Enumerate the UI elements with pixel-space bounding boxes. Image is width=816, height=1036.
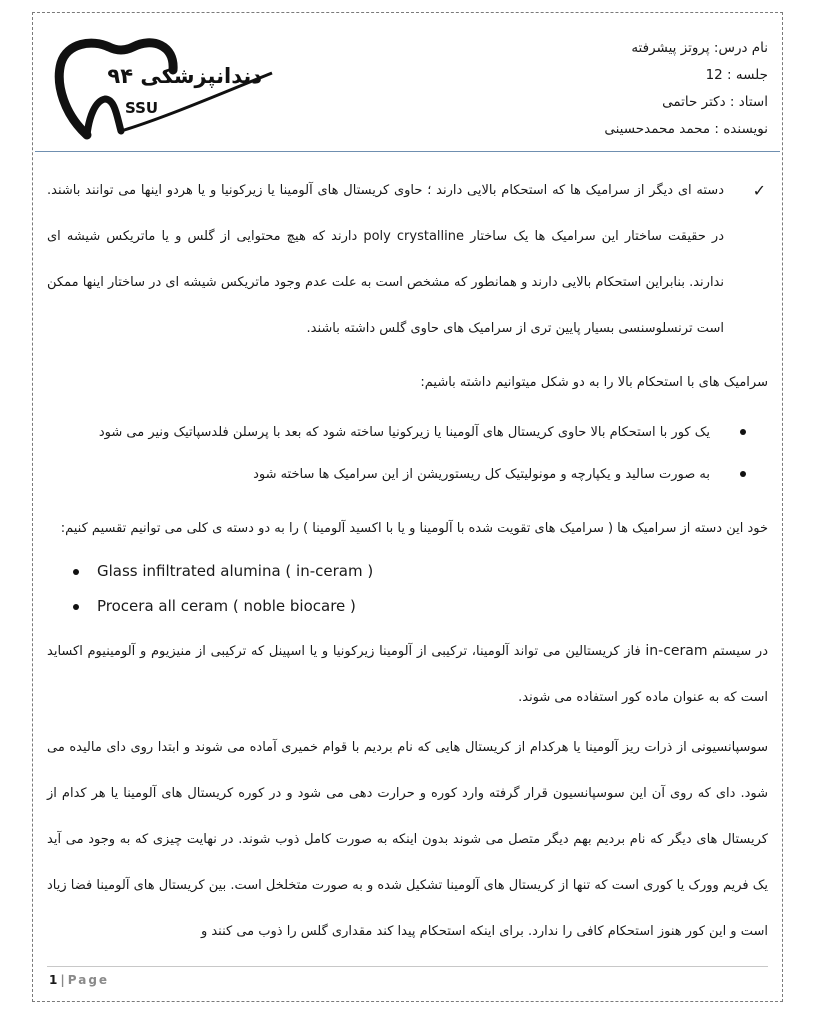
paragraph-polycrystalline bbox=[47, 168, 768, 352]
para4-term: in-ceram bbox=[645, 643, 708, 659]
page-content bbox=[47, 168, 768, 955]
page-footer bbox=[49, 973, 109, 987]
paragraph-suspension: سوسپانسیونی از ذرات ریز آلومینا یا هرکدام از کریستال هایی که نام بردیم با قوام خمیری آماده می شوند و ابتدا روی دای مالیده می شود. دای که روی آن این سوسپانسیون قرار گرفته وارد کوره و حرارت دهی می شود و در کوره کریستال های آلومینا یا هر کدام از کریستال های دیگر که نام بردیم بهم دیگر متصل می شوند بدون اینکه به صورت کامل ذوب شوند. در نهایت چیزی که به وجود می آید یک فریم وورک یا کوری است که تنها از کریستال های آلومینا تشکیل شده و به صورت متخلخل است. بین کریستال های آلومینا فضا زیاد است و این کور هنوز استحکام کافی را ندارد. برای اینکه استحکام پیدا کند مقداری گلس را ذوب می کنند و bbox=[47, 740, 768, 939]
course-name: نام درس: پروتز پیشرفته bbox=[631, 40, 768, 56]
footer-divider bbox=[47, 966, 768, 967]
para1-before: دسته ای دیگر از سرامیک ها که استحکام بالایی دارند ؛ حاوی کریستال های آلومینا یا زیرکونیا و یا هردو اینها می توانند باشند. در حقیقت ساختار این سرامیک ها یک ساختار bbox=[47, 183, 724, 244]
list-item-text: به صورت سالید و یکپارچه و مونولیتیک کل ریستوریشن از این سرامیک ها ساخته شود bbox=[253, 467, 710, 482]
bullet-icon bbox=[73, 604, 79, 610]
forms-list bbox=[47, 412, 768, 496]
writer-name: نویسنده : محمد محمدحسینی bbox=[604, 121, 768, 137]
page-header bbox=[33, 13, 782, 153]
paragraph-alumina-classification: خود این دسته از سرامیک ها ( سرامیک های تقویت شده با آلومینا و یا با اکسید آلومینا ) را به دو دسته ی کلی می توانیم تقسیم کنیم: bbox=[60, 521, 768, 536]
teacher-name: استاد : دکتر حاتمی bbox=[662, 94, 768, 110]
document-page bbox=[32, 12, 783, 1002]
list-item bbox=[47, 412, 768, 454]
footer-separator: | bbox=[60, 973, 65, 987]
para1-term: poly crystalline bbox=[363, 229, 465, 244]
logo-text: دندانپزشکی ۹۴ bbox=[107, 64, 262, 88]
list-item bbox=[47, 454, 768, 496]
checkmark-icon: ✓ bbox=[752, 181, 766, 200]
alumina-types-list bbox=[47, 554, 768, 624]
bullet-icon bbox=[73, 569, 79, 575]
header-info bbox=[604, 35, 768, 143]
para1-after: دارند که هیچ محتوایی از گلس و یا ماتریکس شیشه ای ندارند. بنابراین استحکام بالایی دارند و همانطور که مشخص است به علت عدم وجود ماتریکس شیشه ای در ساختار اینها ممکن است ترنسلوسنسی بسیار پایین تری از سرامیک های حاوی گلس داشته باشند. bbox=[47, 229, 724, 336]
para4-before: در سیستم bbox=[707, 644, 768, 659]
bullet-icon bbox=[740, 429, 746, 435]
page-number: 1 bbox=[49, 973, 58, 987]
logo-sub-text: SSU bbox=[125, 99, 159, 117]
list-item-text: یک کور با استحکام بالا حاوی کریستال های آلومینا یا زیرکونیا ساخته شود که بعد با پرسلن فلدسپاتیک ونیر می شود bbox=[98, 425, 710, 440]
list-item-text: Procera all ceram ( noble biocare ) bbox=[97, 597, 356, 615]
bullet-icon bbox=[740, 471, 746, 477]
list-item bbox=[47, 554, 768, 589]
tooth-logo-icon bbox=[47, 35, 287, 145]
list-item bbox=[47, 589, 768, 624]
header-divider bbox=[35, 151, 780, 152]
page-label: Page bbox=[67, 973, 110, 987]
paragraph-two-forms: سرامیک های با استحکام بالا را به دو شکل میتوانیم داشته باشیم: bbox=[420, 375, 768, 390]
list-item-text: Glass infiltrated alumina ( in-ceram ) bbox=[97, 562, 374, 580]
session-number: جلسه : 12 bbox=[705, 67, 768, 83]
paragraph-in-ceram bbox=[47, 628, 768, 721]
para4-after: فاز کریستالین می تواند آلومینا، ترکیبی از آلومینا زیرکونیا و یا اسپینل که ترکیبی از منیزیوم و آلومینیوم اکساید است که به عنوان ماده کور استفاده می شوند. bbox=[47, 644, 768, 705]
